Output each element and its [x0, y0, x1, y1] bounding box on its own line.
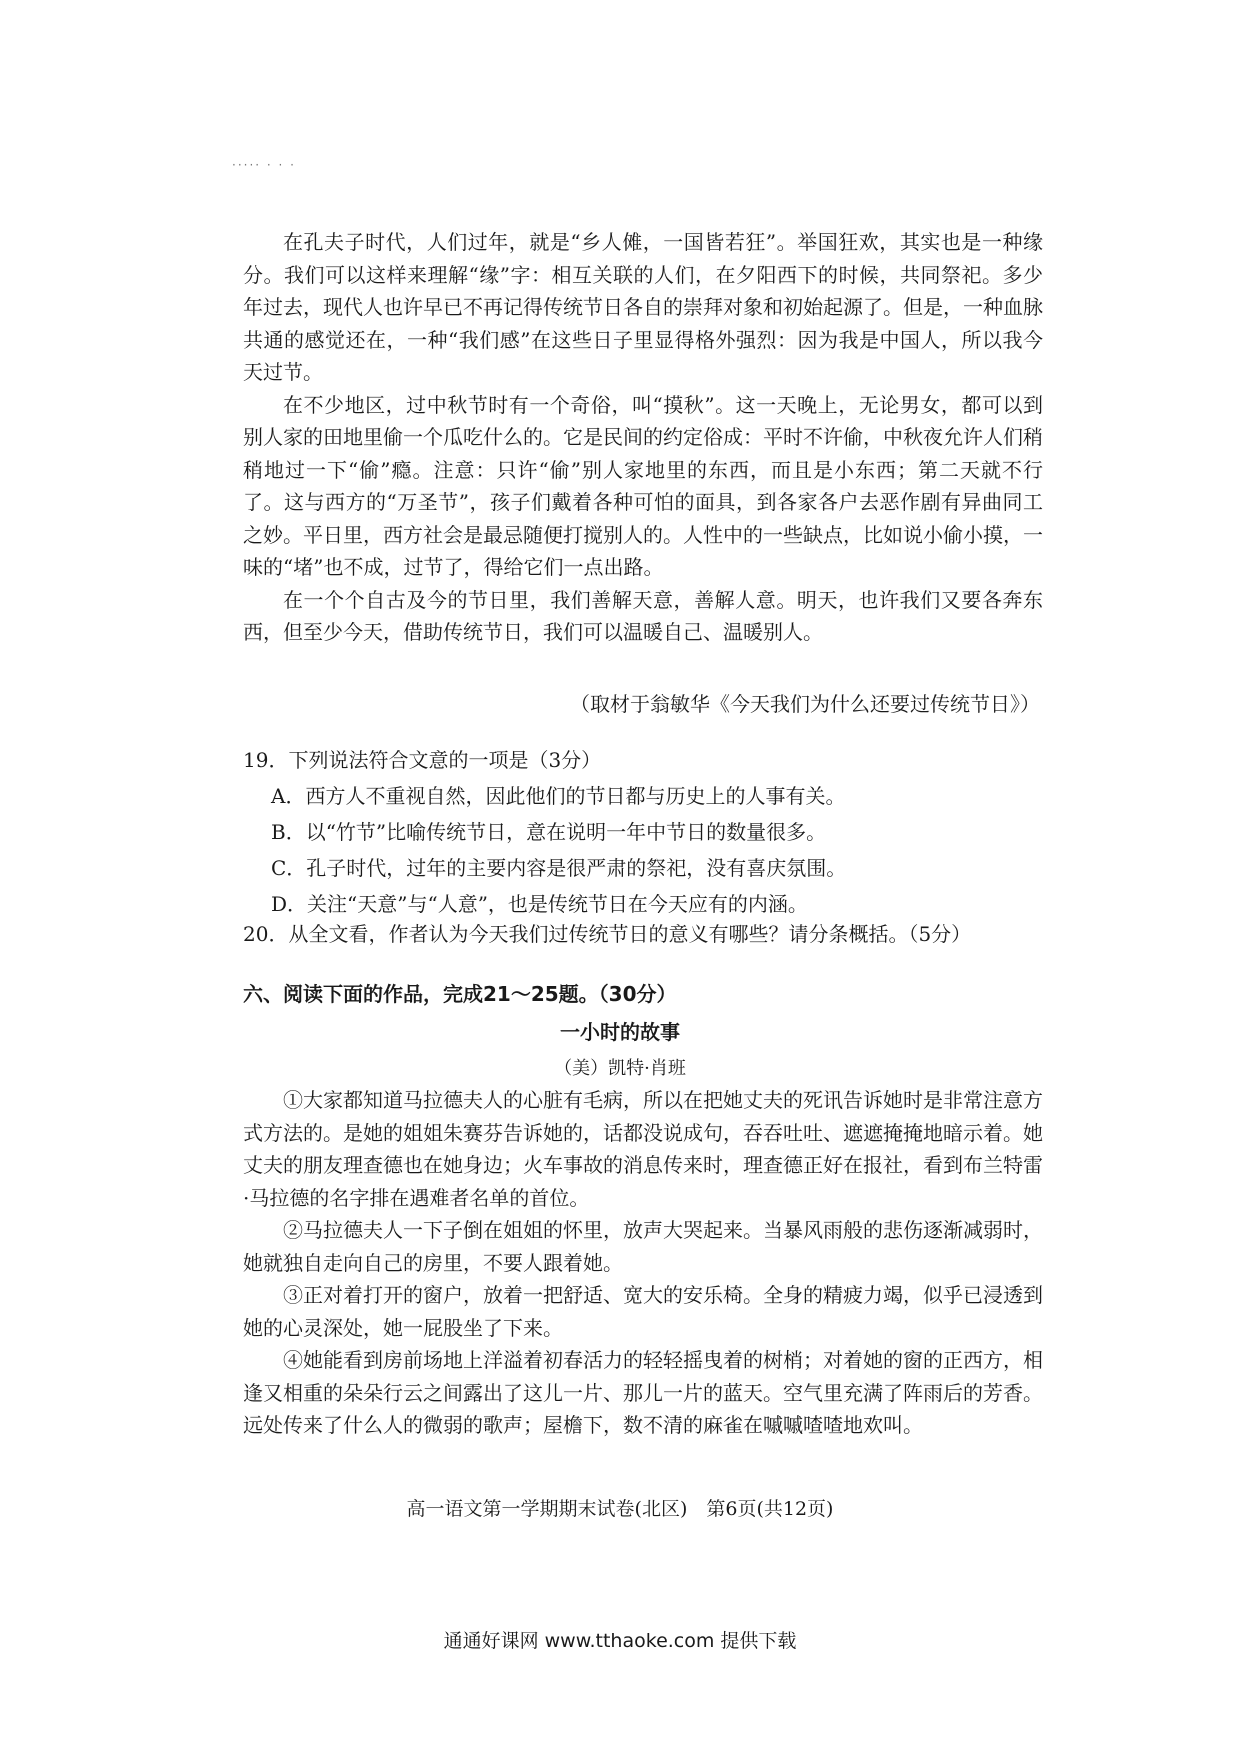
essay-paragraph-1: 在孔夫子时代，人们过年，就是“乡人傩，一国皆若狂”。举国狂欢，其实也是一种缘分。我们可以这样来理解“缘”字：相互关联的人们，在夕阳西下的时候，共同祭祀。多少年过去，现代人也许早已不再记得传统节日各自的崇拜对象和初始起源了。但是，一种血脉共通的感觉还在，一种“我们感”在这些日子里显得格外强烈：因为我是中国人，所以我今天过节。 — [243, 230, 1043, 384]
page-footer: 高一语文第一学期期末试卷(北区) 第6页(共12页) — [406, 1498, 834, 1520]
essay-paragraph-2: 在不少地区，过中秋节时有一个奇俗，叫“摸秋”。这一天晚上，无论男女，都可以到别人家的田地里偷一个瓜吃什么的。它是民间的约定俗成：平时不许偷，中秋夜允许人们稍稍地过一下“偷”瘾。注意：只许“偷”别人家地里的东西，而且是小东西；第二天就不行了。这与西方的“万圣节”，孩子们戴着各种可怕的面具，到各家各户去恶作剧有异曲同工之妙。平日里，西方社会是最忌随便打搅别人的。人性中的一些缺点，比如说小偷小摸，一味的“堵”也不成，过节了，得给它们一点出路。 — [243, 392, 1043, 579]
essay-source: （取材于翁敏华《今天我们为什么还要过传统节日》） — [570, 692, 1040, 716]
question-20 — [243, 916, 1043, 952]
scan-marks: ····· · · · — [232, 158, 296, 172]
story-author: （美）凯特·肖班 — [554, 1058, 686, 1079]
story-paragraph-4: ④她能看到房前场地上洋溢着初春活力的轻轻摇曳着的树梢；对着她的窗的正西方，相逢又相重的朵朵行云之间露出了这儿一片、那儿一片的蓝天。空气里充满了阵雨后的芳香。远处传来了什么人的微弱的歌声；屋檐下，数不清的麻雀在嘁嘁喳喳地欢叫。 — [243, 1348, 1043, 1437]
story-paragraph-1: ①大家都知道马拉德夫人的心脏有毛病，所以在把她丈夫的死讯告诉她时是非常注意方式方法的。是她的姐姐朱赛芬告诉她的，话都没说成句，吞吞吐吐、遮遮掩掩地暗示着。她丈夫的朋友理查德也在她身边；火车事故的消息传来时，理查德正好在报社，看到布兰特雷·马拉德的名字排在遇难者名单的首位。 — [243, 1088, 1043, 1210]
question-19 — [243, 742, 1043, 922]
download-watermark: 通通好课网 www.tthaoke.com 提供下载 — [443, 1630, 797, 1652]
question-20-stem: 20．从全文看，作者认为今天我们过传统节日的意义有哪些？请分条概括。（5分） — [243, 922, 972, 946]
essay-paragraph-3: 在一个个自古及今的节日里，我们善解天意，善解人意。明天，也许我们又要各奔东西，但至少今天，借助传统节日，我们可以温暖自己、温暖别人。 — [243, 587, 1043, 644]
question-19-option-a: A．西方人不重视自然，因此他们的节日都与历史上的人事有关。 — [271, 784, 846, 808]
question-19-option-d: D．关注“天意”与“人意”，也是传统节日在今天应有的内涵。 — [271, 892, 808, 916]
story-body — [243, 1084, 1043, 1442]
question-19-option-b: B．以“竹节”比喻传统节日，意在说明一年中节日的数量很多。 — [271, 820, 827, 844]
story-title: 一小时的故事 — [560, 1020, 680, 1044]
essay-body — [243, 226, 1043, 649]
question-19-stem: 19．下列说法符合文意的一项是（3分） — [243, 748, 602, 772]
section-6-title: 六、阅读下面的作品，完成21～25题。（30分） — [243, 982, 677, 1006]
story-paragraph-3: ③正对着打开的窗户，放着一把舒适、宽大的安乐椅。全身的精疲力竭，似乎已浸透到她的心灵深处，她一屁股坐了下来。 — [243, 1283, 1043, 1340]
story-paragraph-2: ②马拉德夫人一下子倒在姐姐的怀里，放声大哭起来。当暴风雨般的悲伤逐渐减弱时，她就独自走向自己的房里，不要人跟着她。 — [243, 1218, 1043, 1275]
question-19-option-c: C．孔子时代，过年的主要内容是很严肃的祭祀，没有喜庆氛围。 — [271, 856, 847, 880]
